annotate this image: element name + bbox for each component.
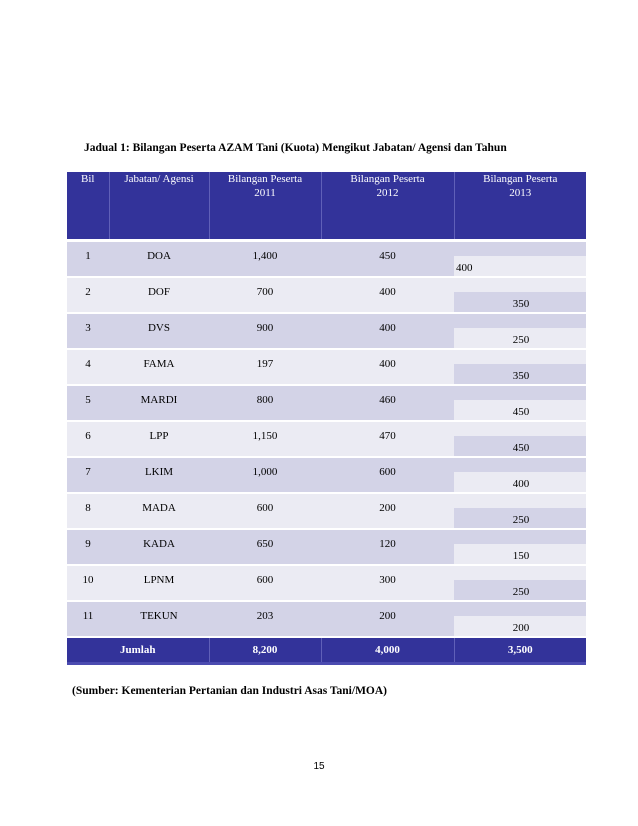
cell-2013-value: 150 xyxy=(512,549,530,562)
cell-2011: 900 xyxy=(209,313,321,349)
cell-2013-value: 250 xyxy=(512,513,530,526)
cell-2013-value: 350 xyxy=(512,297,530,310)
cell-2013 xyxy=(454,493,586,529)
cell-2013 xyxy=(454,421,586,457)
table-row xyxy=(67,277,586,313)
cell-2011: 650 xyxy=(209,529,321,565)
cell-2013-value: 250 xyxy=(512,333,530,346)
cell-bil: 9 xyxy=(67,529,109,565)
table-row xyxy=(67,385,586,421)
cell-2013 xyxy=(454,313,586,349)
header-2013: Bilangan Peserta 2013 xyxy=(454,172,586,240)
table-row xyxy=(67,565,586,601)
cell-2013-value: 450 xyxy=(512,405,530,418)
table-caption: Jadual 1: Bilangan Peserta AZAM Tani (Kuota) Mengikut Jabatan/ Agensi dan Tahun xyxy=(84,142,507,154)
cell-agensi: DOA xyxy=(109,240,209,277)
cell-2013 xyxy=(454,385,586,421)
cell-2011: 1,150 xyxy=(209,421,321,457)
cell-bil: 1 xyxy=(67,240,109,277)
cell-2012: 470 xyxy=(321,421,454,457)
cell-agensi: FAMA xyxy=(109,349,209,385)
table-row xyxy=(67,421,586,457)
cell-2011: 1,000 xyxy=(209,457,321,493)
header-bil: Bil xyxy=(67,172,109,240)
cell-2013 xyxy=(454,457,586,493)
cell-2012: 300 xyxy=(321,565,454,601)
table-header-row xyxy=(67,172,586,240)
cell-bil: 8 xyxy=(67,493,109,529)
cell-bil: 5 xyxy=(67,385,109,421)
cell-agensi: TEKUN xyxy=(109,601,209,637)
table-row xyxy=(67,349,586,385)
cell-agensi: LPP xyxy=(109,421,209,457)
cell-bil: 4 xyxy=(67,349,109,385)
cell-bil: 7 xyxy=(67,457,109,493)
cell-agensi: LPNM xyxy=(109,565,209,601)
cell-bil: 6 xyxy=(67,421,109,457)
page-number: 15 xyxy=(313,761,325,772)
total-row xyxy=(67,637,586,664)
cell-2013-value: 250 xyxy=(512,585,530,598)
header-2012: Bilangan Peserta 2012 xyxy=(321,172,454,240)
cell-2011: 600 xyxy=(209,493,321,529)
cell-agensi: KADA xyxy=(109,529,209,565)
cell-2012: 460 xyxy=(321,385,454,421)
table-row xyxy=(67,601,586,637)
cell-2011: 197 xyxy=(209,349,321,385)
cell-2012: 120 xyxy=(321,529,454,565)
table-row xyxy=(67,493,586,529)
table-row xyxy=(67,457,586,493)
cell-agensi: MADA xyxy=(109,493,209,529)
cell-bil: 11 xyxy=(67,601,109,637)
cell-2013-value: 200 xyxy=(512,621,530,634)
cell-agensi: LKIM xyxy=(109,457,209,493)
total-2013: 3,500 xyxy=(454,637,586,664)
cell-2013 xyxy=(454,601,586,637)
source-note: (Sumber: Kementerian Pertanian dan Industri Asas Tani/MOA) xyxy=(72,685,387,697)
total-2011: 8,200 xyxy=(209,637,321,664)
cell-2011: 1,400 xyxy=(209,240,321,277)
cell-2012: 400 xyxy=(321,349,454,385)
cell-2012: 200 xyxy=(321,493,454,529)
cell-2012: 600 xyxy=(321,457,454,493)
header-2011: Bilangan Peserta 2011 xyxy=(209,172,321,240)
cell-2012: 400 xyxy=(321,277,454,313)
table-row xyxy=(67,313,586,349)
cell-2013 xyxy=(454,277,586,313)
cell-agensi: DVS xyxy=(109,313,209,349)
cell-2013-value: 400 xyxy=(512,477,530,490)
cell-2013-value: 350 xyxy=(512,369,530,382)
table-row xyxy=(67,240,586,277)
cell-bil: 2 xyxy=(67,277,109,313)
total-2012: 4,000 xyxy=(321,637,454,664)
cell-2013 xyxy=(454,565,586,601)
cell-2011: 203 xyxy=(209,601,321,637)
cell-2013 xyxy=(454,240,586,277)
cell-agensi: DOF xyxy=(109,277,209,313)
cell-agensi: MARDI xyxy=(109,385,209,421)
cell-2012: 200 xyxy=(321,601,454,637)
cell-2013-value: 400 xyxy=(456,261,473,274)
cell-2012: 400 xyxy=(321,313,454,349)
cell-2011: 800 xyxy=(209,385,321,421)
cell-2013 xyxy=(454,349,586,385)
cell-bil: 10 xyxy=(67,565,109,601)
cell-2012: 450 xyxy=(321,240,454,277)
cell-2011: 700 xyxy=(209,277,321,313)
cell-2011: 600 xyxy=(209,565,321,601)
cell-2013 xyxy=(454,529,586,565)
cell-2013-value: 450 xyxy=(512,441,530,454)
participants-table xyxy=(67,172,586,665)
table-row xyxy=(67,529,586,565)
header-agensi: Jabatan/ Agensi xyxy=(109,172,209,240)
total-label: Jumlah xyxy=(67,637,209,664)
cell-bil: 3 xyxy=(67,313,109,349)
